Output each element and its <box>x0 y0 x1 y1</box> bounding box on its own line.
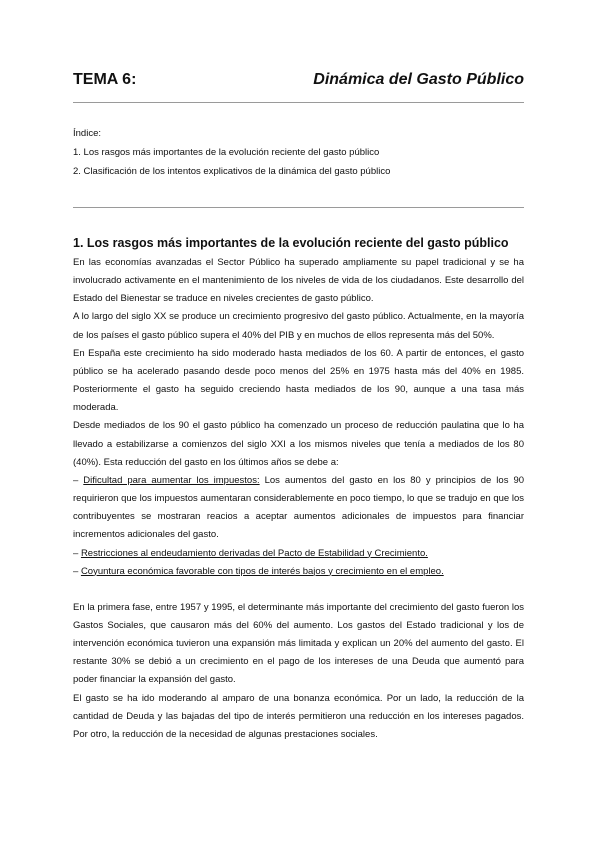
tema-label: TEMA 6: <box>73 71 137 88</box>
paragraph-6: El gasto se ha ido moderando al amparo de una bonanza económica. Por un lado, la reducción de la cantidad de Deuda y las bajadas del tipo de interés permitieron una reducción en los intereses pagados. Por otro, la reducción de la necesidad de algunas prestaciones sociales. <box>73 692 524 740</box>
bullet-item-2 <box>73 545 524 563</box>
bullet-dash: – <box>73 565 81 577</box>
index-item-2: 2. Clasificación de los intentos explicativos de la dinámica del gasto público <box>73 166 391 177</box>
index-block <box>73 124 524 181</box>
paragraph-5: En la primera fase, entre 1957 y 1995, el determinante más importante del crecimiento del gasto fueron los Gastos Sociales, que causaron más del 60% del aumento. Los gastos del Estado tradicional y los de intervención económica tuvieron una expansión más limitada y explican un 20% del aumento del gasto. El restante 30% se debió a un crecimiento en el pago de los intereses de una Deuda que aumentó para poder financiar la expansión del gasto. <box>73 601 524 686</box>
header-divider <box>73 102 524 103</box>
index-label: Índice: <box>73 128 101 139</box>
paragraph-1: En las economías avanzadas el Sector Público ha superado ampliamente su papel tradicional y se ha involucrado activamente en el mantenimiento de los niveles de vida de los ciudadanos. Este desarrollo del Estado del Bienestar se traduce en niveles crecientes de gasto público. <box>73 257 524 305</box>
bullet-title: Dificultad para aumentar los impuestos: <box>83 474 260 486</box>
section-body <box>73 254 524 744</box>
index-divider <box>73 207 524 208</box>
paragraph-spacer <box>73 581 524 599</box>
section-heading: 1. Los rasgos más importantes de la evolución reciente del gasto público <box>73 236 509 250</box>
bullet-dash: – <box>73 547 81 559</box>
bullet-item-1 <box>73 472 524 545</box>
bullet-dash: – <box>73 474 84 486</box>
paragraph-2: A lo largo del siglo XX se produce un crecimiento progresivo del gasto público. Actualmente, en la mayoría de los países el gasto público supera el 40% del PIB y en muchos de ellos representa más del 50%. <box>73 311 524 341</box>
paragraph-3: En España este crecimiento ha sido moderado hasta mediados de los 60. A partir de entonces, el gasto público se ha acelerado pasando desde poco menos del 25% en 1975 hasta más del 40% en 1985. Posteriormente el gasto ha seguido creciendo hasta mediados de los 90, aunque a una tasa más moderada. <box>73 347 524 414</box>
header-title: Dinámica del Gasto Público <box>313 71 524 88</box>
paragraph-4: Desde mediados de los 90 el gasto público ha comenzado un proceso de reducción paulatina que lo ha llevado a estabilizarse a comienzos del siglo XXI a los mismos niveles que tenía a mediados de los 80 (40%). Esta reducción del gasto en los últimos años se debe a: <box>73 420 524 468</box>
page-header <box>73 71 524 93</box>
bullet-text: Los aumentos del gasto en los 80 y principios de los 90 requirieron que los impuestos aumentaran considerablemente en poco tiempo, lo que se tradujo en que los contribuyentes se mostraran reacios a aceptar aumentos adicionales de impuestos para financiar incrementos adicionales del gasto. <box>73 474 525 541</box>
bullet-title: Restricciones al endeudamiento derivadas del Pacto de Estabilidad y Crecimiento. <box>80 547 428 559</box>
bullet-item-3 <box>73 563 524 581</box>
index-item-1: 1. Los rasgos más importantes de la evolución reciente del gasto público <box>73 147 380 158</box>
bullet-title: Coyuntura económica favorable con tipos de interés bajos y crecimiento en el empleo. <box>80 565 444 577</box>
